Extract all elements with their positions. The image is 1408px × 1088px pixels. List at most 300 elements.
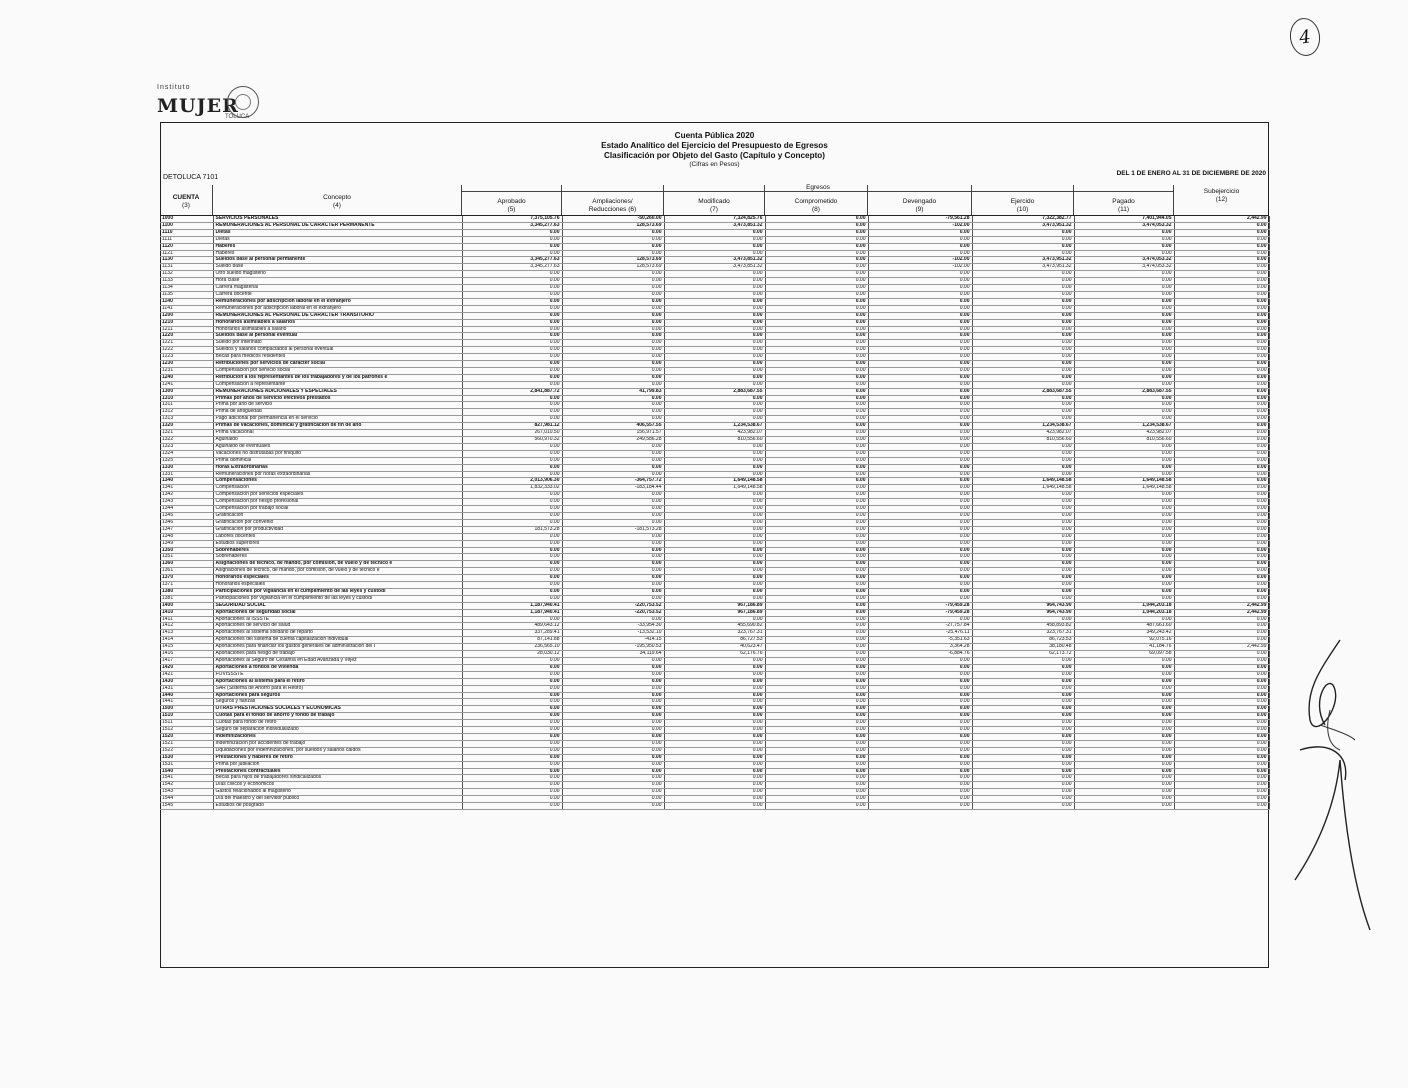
table-row bbox=[160, 685, 1269, 692]
cell-amount: 0.00 bbox=[462, 271, 562, 278]
cell-amount: 487,661.60 bbox=[1074, 623, 1174, 630]
table-row bbox=[160, 291, 1269, 298]
cell-amount: 0.00 bbox=[1174, 485, 1269, 492]
cell-amount: 0.00 bbox=[765, 492, 868, 499]
cell-concepto: Sobrehaberes bbox=[213, 554, 462, 561]
cell-cuenta: 1344 bbox=[160, 506, 213, 513]
cell-amount: 0.00 bbox=[868, 727, 972, 734]
cell-amount: 0.00 bbox=[462, 381, 562, 388]
cell-concepto: Otro sueldo magisterio bbox=[213, 271, 462, 278]
cell-amount: 0.00 bbox=[765, 671, 868, 678]
cell-amount: 0.00 bbox=[765, 775, 868, 782]
cell-amount: 0.00 bbox=[972, 699, 1074, 706]
cell-amount: 0.00 bbox=[1074, 499, 1174, 506]
cell-amount: 0.00 bbox=[1074, 374, 1174, 381]
cell-amount: 0.00 bbox=[664, 271, 765, 278]
cell-concepto: Aportaciones para riesgo de trabajo bbox=[213, 651, 462, 658]
cell-amount: 0.00 bbox=[765, 685, 868, 692]
cell-amount: 0.00 bbox=[1174, 312, 1269, 319]
cell-amount: 0.00 bbox=[664, 347, 765, 354]
report-classification: Clasificación por Objeto del Gasto (Capítulo y Concepto) bbox=[603, 151, 826, 160]
cell-amount: 0.00 bbox=[868, 347, 972, 354]
cell-amount: 0.00 bbox=[972, 354, 1074, 361]
cell-amount: 0.00 bbox=[1074, 568, 1174, 575]
cell-amount: 0.00 bbox=[868, 547, 972, 554]
cell-amount: 0.00 bbox=[765, 658, 868, 665]
cell-cuenta: 1141 bbox=[160, 305, 213, 312]
cell-amount: 0.00 bbox=[1174, 402, 1269, 409]
cell-amount: 0.00 bbox=[1074, 519, 1174, 526]
cell-amount: 0.00 bbox=[1174, 492, 1269, 499]
cell-concepto: Aguinaldo bbox=[213, 437, 462, 444]
cell-amount: 0.00 bbox=[664, 416, 765, 423]
cell-cuenta: 1321 bbox=[160, 430, 213, 437]
cell-amount: 0.00 bbox=[1174, 706, 1269, 713]
cell-cuenta: 1325 bbox=[160, 457, 213, 464]
cell-amount: 1,649,148.58 bbox=[664, 485, 765, 492]
cell-concepto: Sueldos base al personal permanente bbox=[213, 257, 462, 264]
cell-cuenta: 1414 bbox=[160, 637, 213, 644]
cell-amount: 0.00 bbox=[1174, 740, 1269, 747]
cell-cuenta: 1241 bbox=[160, 381, 213, 388]
cell-amount: 0.00 bbox=[868, 761, 972, 768]
cell-amount: 0.00 bbox=[765, 285, 868, 292]
table-row bbox=[160, 333, 1269, 340]
cell-amount: 0.00 bbox=[765, 499, 868, 506]
cell-amount: 0.00 bbox=[664, 229, 765, 236]
cell-cuenta: 1132 bbox=[160, 271, 213, 278]
cell-amount: 0.00 bbox=[562, 333, 664, 340]
cell-amount: 0.00 bbox=[1074, 285, 1174, 292]
cell-amount: 0.00 bbox=[765, 443, 868, 450]
cell-amount: 0.00 bbox=[765, 554, 868, 561]
cell-amount: 0.00 bbox=[562, 782, 664, 789]
cell-amount: 0.00 bbox=[1174, 775, 1269, 782]
cell-cuenta: 1500 bbox=[160, 706, 213, 713]
table-row bbox=[160, 388, 1269, 395]
cell-concepto: Dietas bbox=[213, 229, 462, 236]
cell-amount: 0.00 bbox=[462, 367, 562, 374]
cell-amount: 0.00 bbox=[1074, 782, 1174, 789]
cell-amount: 967,186.89 bbox=[664, 602, 765, 609]
cell-amount: 0.00 bbox=[1174, 623, 1269, 630]
cell-amount: 0.00 bbox=[462, 664, 562, 671]
cell-amount: 0.00 bbox=[1074, 326, 1174, 333]
cell-amount: 0.00 bbox=[1074, 706, 1174, 713]
cell-amount: 0.00 bbox=[1074, 575, 1174, 582]
cell-amount: 0.00 bbox=[1074, 595, 1174, 602]
table-row bbox=[160, 575, 1269, 582]
cell-amount: 0.00 bbox=[1074, 492, 1174, 499]
cell-amount: 0.00 bbox=[765, 588, 868, 595]
cell-cuenta: 1360 bbox=[160, 561, 213, 568]
cell-amount: 810,556.60 bbox=[972, 437, 1074, 444]
cell-amount: 0.00 bbox=[664, 747, 765, 754]
table-row bbox=[160, 706, 1269, 713]
cell-amount: 2,883,687.55 bbox=[972, 388, 1074, 395]
cell-amount: 0.00 bbox=[765, 602, 868, 609]
cell-amount: 0.00 bbox=[868, 796, 972, 803]
cell-concepto: Sueldo base bbox=[213, 264, 462, 271]
cell-cuenta: 1370 bbox=[160, 575, 213, 582]
cell-cuenta: 1135 bbox=[160, 291, 213, 298]
col-ejercido-label: Ejercido bbox=[1010, 198, 1035, 205]
cell-amount: 28,030.12 bbox=[462, 651, 562, 658]
cell-cuenta: 1420 bbox=[160, 664, 213, 671]
cell-amount: 0.00 bbox=[765, 423, 868, 430]
cell-amount: -220,753.52 bbox=[562, 602, 664, 609]
cell-amount: 0.00 bbox=[1174, 236, 1269, 243]
cell-amount: 0.00 bbox=[972, 457, 1074, 464]
cell-cuenta: 1430 bbox=[160, 678, 213, 685]
cell-concepto: Liquidaciones por indemnizaciones, por sueldos y salarios caídos bbox=[213, 747, 462, 754]
cell-amount: 0.00 bbox=[868, 298, 972, 305]
cell-amount: 0.00 bbox=[868, 340, 972, 347]
cell-amount: 0.00 bbox=[1174, 437, 1269, 444]
cell-amount: 0.00 bbox=[765, 271, 868, 278]
cell-amount: 3,473,851.32 bbox=[664, 222, 765, 229]
cell-amount: 0.00 bbox=[765, 644, 868, 651]
cell-amount: 86,727.53 bbox=[664, 637, 765, 644]
cell-amount: 0.00 bbox=[562, 740, 664, 747]
cell-amount: 0.00 bbox=[868, 506, 972, 513]
table-row bbox=[160, 651, 1269, 658]
cell-amount: 0.00 bbox=[664, 512, 765, 519]
cell-concepto: Aportaciones al sistema solidario de reparto bbox=[213, 630, 462, 637]
cell-amount: 0.00 bbox=[462, 727, 562, 734]
cell-concepto: Primas por años de servicio efectivos prestados bbox=[213, 395, 462, 402]
cell-amount: 1,649,148.58 bbox=[972, 478, 1074, 485]
cell-amount: 0.00 bbox=[972, 747, 1074, 754]
cell-cuenta: 1120 bbox=[160, 243, 213, 250]
cell-amount: 0.00 bbox=[562, 616, 664, 623]
cell-amount: -6,884.76 bbox=[868, 651, 972, 658]
cell-amount: 0.00 bbox=[765, 768, 868, 775]
cell-amount: 0.00 bbox=[1174, 499, 1269, 506]
cell-amount: 0.00 bbox=[1074, 754, 1174, 761]
cell-concepto: Aportaciones para financiar los gastos generales de administración del I bbox=[213, 644, 462, 651]
cell-amount: 0.00 bbox=[664, 595, 765, 602]
cell-amount: 0.00 bbox=[664, 568, 765, 575]
cell-amount: 0.00 bbox=[868, 485, 972, 492]
cell-amount: 0.00 bbox=[868, 733, 972, 740]
cell-amount: 0.00 bbox=[1174, 430, 1269, 437]
cell-amount: 0.00 bbox=[462, 733, 562, 740]
cell-amount: 3,345,277.63 bbox=[462, 257, 562, 264]
cell-amount: 0.00 bbox=[765, 457, 868, 464]
cell-amount: 0.00 bbox=[1074, 367, 1174, 374]
cell-amount: 0.00 bbox=[562, 409, 664, 416]
cell-amount: 0.00 bbox=[972, 658, 1074, 665]
cell-amount: 0.00 bbox=[868, 664, 972, 671]
cell-concepto: Prestaciones y haberes de retiro bbox=[213, 754, 462, 761]
cell-amount: 7,322,382.77 bbox=[972, 216, 1074, 222]
cell-amount: 0.00 bbox=[972, 298, 1074, 305]
cell-concepto: Hora clase bbox=[213, 278, 462, 285]
cell-amount: 0.00 bbox=[972, 409, 1074, 416]
cell-amount: 0.00 bbox=[1074, 720, 1174, 727]
cell-amount: 0.00 bbox=[562, 305, 664, 312]
cell-amount: 0.00 bbox=[462, 416, 562, 423]
cell-amount: 0.00 bbox=[972, 340, 1074, 347]
cell-concepto: Compensación por servicio social bbox=[213, 367, 462, 374]
cell-concepto: Compensación por riesgo profesional bbox=[213, 499, 462, 506]
cell-amount: 0.00 bbox=[972, 250, 1074, 257]
table-row bbox=[160, 630, 1269, 637]
col-devengado bbox=[868, 185, 972, 216]
cell-cuenta: 1400 bbox=[160, 602, 213, 609]
cell-amount: 0.00 bbox=[462, 754, 562, 761]
cell-amount: 0.00 bbox=[765, 222, 868, 229]
cell-amount: 0.00 bbox=[664, 582, 765, 589]
cell-amount: 0.00 bbox=[1074, 319, 1174, 326]
cell-amount: 0.00 bbox=[868, 319, 972, 326]
cell-amount: 0.00 bbox=[765, 430, 868, 437]
cell-amount: 0.00 bbox=[1074, 671, 1174, 678]
cell-amount: 0.00 bbox=[868, 402, 972, 409]
cell-amount: 0.00 bbox=[1074, 361, 1174, 368]
cell-amount: 810,556.60 bbox=[1074, 437, 1174, 444]
cell-amount: 0.00 bbox=[462, 250, 562, 257]
cell-cuenta: 1348 bbox=[160, 533, 213, 540]
cell-amount: 0.00 bbox=[664, 243, 765, 250]
cell-concepto: Aportaciones al sistema para el retiro bbox=[213, 678, 462, 685]
cell-amount: 0.00 bbox=[462, 457, 562, 464]
cell-cuenta: 1210 bbox=[160, 319, 213, 326]
cell-cuenta: 1441 bbox=[160, 699, 213, 706]
table-row bbox=[160, 506, 1269, 513]
cell-amount: 0.00 bbox=[868, 250, 972, 257]
cell-amount: 0.00 bbox=[1074, 340, 1174, 347]
cell-amount: 0.00 bbox=[1174, 257, 1269, 264]
cell-amount: 181,573.28 bbox=[462, 526, 562, 533]
col-devengado-label: Devengado bbox=[902, 198, 937, 205]
table-row bbox=[160, 754, 1269, 761]
cell-amount: 0.00 bbox=[462, 803, 562, 810]
cell-concepto: SERVICIOS PERSONALES bbox=[213, 216, 462, 222]
cell-amount: 0.00 bbox=[562, 733, 664, 740]
cell-amount: 0.00 bbox=[462, 789, 562, 796]
cell-concepto: Indemnizaciones bbox=[213, 733, 462, 740]
cell-amount: 0.00 bbox=[1174, 319, 1269, 326]
cell-amount: 0.00 bbox=[765, 216, 868, 222]
cell-cuenta: 1345 bbox=[160, 512, 213, 519]
cell-amount: 0.00 bbox=[664, 519, 765, 526]
cell-amount: 0.00 bbox=[1074, 291, 1174, 298]
table-row bbox=[160, 298, 1269, 305]
cell-amount: -79,561.28 bbox=[868, 216, 972, 222]
cell-amount: 0.00 bbox=[765, 761, 868, 768]
cell-amount: 0.00 bbox=[562, 285, 664, 292]
cell-amount: -195,950.53 bbox=[562, 644, 664, 651]
cell-amount: 0.00 bbox=[972, 291, 1074, 298]
cell-amount: 0.00 bbox=[562, 533, 664, 540]
cell-amount: 0.00 bbox=[972, 278, 1074, 285]
cell-amount: 2,442.99 bbox=[1174, 602, 1269, 609]
cell-amount: 0.00 bbox=[462, 326, 562, 333]
cell-amount: 0.00 bbox=[765, 319, 868, 326]
cell-amount: 0.00 bbox=[868, 271, 972, 278]
cell-amount: 0.00 bbox=[868, 388, 972, 395]
cell-amount: 964,743.90 bbox=[972, 609, 1074, 616]
cell-concepto: Labores docentes bbox=[213, 533, 462, 540]
cell-amount: 0.00 bbox=[868, 582, 972, 589]
cell-amount: 0.00 bbox=[1174, 747, 1269, 754]
cell-amount: 0.00 bbox=[868, 464, 972, 471]
cell-amount: 0.00 bbox=[1074, 796, 1174, 803]
cell-amount: 0.00 bbox=[664, 374, 765, 381]
table-row bbox=[160, 257, 1269, 264]
cell-amount: 0.00 bbox=[868, 430, 972, 437]
cell-amount: -13,532.10 bbox=[562, 630, 664, 637]
cell-concepto: Asignaciones de técnico, de mando, por comisión, de vuelo y de técnico e bbox=[213, 568, 462, 575]
report-units: (Cifras en Pesos) bbox=[689, 161, 740, 168]
report-subtitle: Estado Analítico del Ejercicio del Presupuesto de Egresos bbox=[601, 141, 828, 150]
cell-amount: 0.00 bbox=[765, 278, 868, 285]
cell-amount: 0.00 bbox=[1074, 775, 1174, 782]
cell-amount: 0.00 bbox=[664, 761, 765, 768]
cell-amount: 0.00 bbox=[664, 298, 765, 305]
cell-amount: 0.00 bbox=[1174, 374, 1269, 381]
cell-amount: 0.00 bbox=[462, 768, 562, 775]
cell-amount: 0.00 bbox=[562, 402, 664, 409]
cell-amount: 0.00 bbox=[1174, 664, 1269, 671]
cell-amount: 0.00 bbox=[972, 236, 1074, 243]
cell-amount: 0.00 bbox=[1074, 658, 1174, 665]
cell-amount: -183,184.44 bbox=[562, 485, 664, 492]
logo-city: TOLUCA bbox=[225, 114, 250, 120]
cell-amount: 0.00 bbox=[1074, 409, 1174, 416]
cell-amount: 0.00 bbox=[1074, 450, 1174, 457]
cell-cuenta: 1100 bbox=[160, 222, 213, 229]
cell-cuenta: 1349 bbox=[160, 540, 213, 547]
table-row bbox=[160, 761, 1269, 768]
cell-amount: 0.00 bbox=[972, 588, 1074, 595]
cell-amount: 0.00 bbox=[1074, 789, 1174, 796]
cell-amount: 0.00 bbox=[664, 658, 765, 665]
cell-amount: 3,474,053.32 bbox=[1074, 264, 1174, 271]
cell-amount: 0.00 bbox=[972, 450, 1074, 457]
cell-concepto: Participaciones por vigilancia en el cumplimiento de las leyes y custodi bbox=[213, 595, 462, 602]
cell-amount: 0.00 bbox=[1074, 540, 1174, 547]
cell-cuenta: 1134 bbox=[160, 285, 213, 292]
cell-amount: 0.00 bbox=[462, 561, 562, 568]
table-row bbox=[160, 319, 1269, 326]
table-row bbox=[160, 671, 1269, 678]
cell-amount: 0.00 bbox=[868, 457, 972, 464]
cell-amount: 0.00 bbox=[765, 664, 868, 671]
cell-amount: 0.00 bbox=[765, 409, 868, 416]
cell-cuenta: 1310 bbox=[160, 395, 213, 402]
cell-amount: 0.00 bbox=[562, 582, 664, 589]
cell-concepto: Retribución a los representantes de los trabajadores y de los patrones e bbox=[213, 374, 462, 381]
cell-amount: 0.00 bbox=[1174, 381, 1269, 388]
report-header bbox=[160, 131, 1269, 169]
cell-amount: 0.00 bbox=[664, 554, 765, 561]
cell-amount: 0.00 bbox=[972, 381, 1074, 388]
cell-amount: 0.00 bbox=[562, 499, 664, 506]
cell-amount: 0.00 bbox=[972, 305, 1074, 312]
cell-amount: 0.00 bbox=[664, 754, 765, 761]
cell-concepto: Honorarios especiales bbox=[213, 575, 462, 582]
cell-amount: 69,097.58 bbox=[1074, 651, 1174, 658]
table-row bbox=[160, 450, 1269, 457]
cell-cuenta: 1522 bbox=[160, 747, 213, 754]
table-row bbox=[160, 768, 1269, 775]
cell-cuenta: 1415 bbox=[160, 644, 213, 651]
cell-amount: 128,573.69 bbox=[562, 264, 664, 271]
cell-amount: 0.00 bbox=[868, 782, 972, 789]
cell-amount: 0.00 bbox=[1074, 740, 1174, 747]
cell-concepto: Indemnización por accidentes de trabajo bbox=[213, 740, 462, 747]
cell-amount: 0.00 bbox=[562, 561, 664, 568]
cell-concepto: Pago adicional por permanencia en el servicio bbox=[213, 416, 462, 423]
cell-amount: 0.00 bbox=[562, 671, 664, 678]
cell-amount: 0.00 bbox=[664, 305, 765, 312]
cell-amount: 0.00 bbox=[462, 312, 562, 319]
cell-amount: 0.00 bbox=[664, 361, 765, 368]
cell-amount: 0.00 bbox=[462, 471, 562, 478]
cell-concepto: Prima por jubilación bbox=[213, 761, 462, 768]
cell-amount: 0.00 bbox=[765, 796, 868, 803]
cell-amount: 0.00 bbox=[1174, 512, 1269, 519]
cell-amount: 0.00 bbox=[765, 347, 868, 354]
cell-amount: 0.00 bbox=[972, 271, 1074, 278]
cell-amount: 0.00 bbox=[562, 692, 664, 699]
period-label: DEL 1 DE ENERO AL 31 DE DICIEMBRE DE 2020 bbox=[1116, 170, 1266, 177]
table-row bbox=[160, 367, 1269, 374]
cell-amount: 0.00 bbox=[1174, 333, 1269, 340]
cell-amount: 0.00 bbox=[1174, 347, 1269, 354]
table-row bbox=[160, 464, 1269, 471]
col-cuenta bbox=[160, 185, 213, 216]
cell-amount: 0.00 bbox=[462, 706, 562, 713]
cell-amount: 0.00 bbox=[462, 761, 562, 768]
cell-concepto: Honorarios asimilables a salarios bbox=[213, 319, 462, 326]
cell-amount: 0.00 bbox=[868, 512, 972, 519]
table-row bbox=[160, 305, 1269, 312]
cell-amount: 0.00 bbox=[664, 561, 765, 568]
cell-amount: 0.00 bbox=[868, 720, 972, 727]
cell-amount: 34,119.64 bbox=[562, 651, 664, 658]
cell-amount: 0.00 bbox=[462, 685, 562, 692]
cell-amount: 128,573.69 bbox=[562, 257, 664, 264]
cell-amount: 0.00 bbox=[868, 561, 972, 568]
table-row bbox=[160, 727, 1269, 734]
cell-concepto: Sueldos y salarios compactados al personal eventual bbox=[213, 347, 462, 354]
cell-amount: 0.00 bbox=[1174, 229, 1269, 236]
table-row bbox=[160, 644, 1269, 651]
ente-label: DETOLUCA 7101 bbox=[163, 174, 219, 181]
cell-amount: 3,473,851.32 bbox=[664, 264, 765, 271]
col-comprometido-label: Comprometido bbox=[794, 198, 838, 205]
cell-amount: 0.00 bbox=[462, 616, 562, 623]
cell-amount: 7,375,105.76 bbox=[462, 216, 562, 222]
cell-amount: 0.00 bbox=[462, 450, 562, 457]
cell-concepto: SEGURIDAD SOCIAL bbox=[213, 602, 462, 609]
cell-amount: 0.00 bbox=[868, 568, 972, 575]
cell-amount: 3,364.28 bbox=[868, 644, 972, 651]
table-row bbox=[160, 720, 1269, 727]
cell-amount: 0.00 bbox=[972, 285, 1074, 292]
cell-cuenta: 1540 bbox=[160, 768, 213, 775]
cell-amount: 0.00 bbox=[664, 671, 765, 678]
cell-amount: 0.00 bbox=[562, 492, 664, 499]
cell-amount: 0.00 bbox=[562, 803, 664, 810]
cell-amount: 0.00 bbox=[664, 443, 765, 450]
cell-amount: 0.00 bbox=[1074, 616, 1174, 623]
cell-amount: 0.00 bbox=[1074, 588, 1174, 595]
